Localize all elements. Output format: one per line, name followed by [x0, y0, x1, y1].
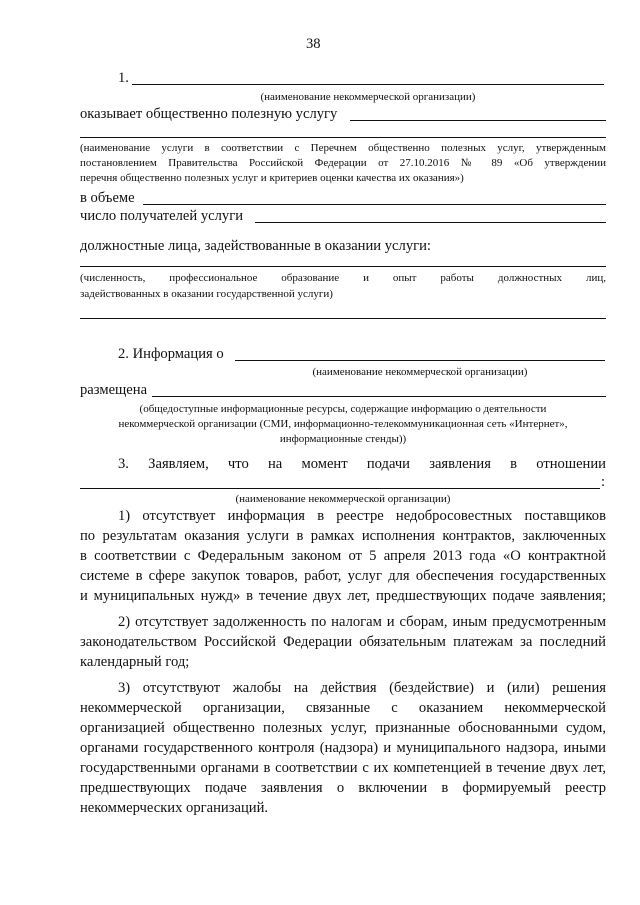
officials-field-cont[interactable] [80, 318, 606, 319]
section1-number: 1. [118, 70, 129, 86]
service-name-field-cont[interactable] [80, 137, 606, 138]
item3-line-5: государственными органами в соответствии с их компетенцией в течение двух лет, [80, 760, 606, 776]
volume-label: в объеме [80, 190, 135, 206]
org-name-caption-1: (наименование некоммерческой организации) [260, 91, 476, 103]
item2-line-1: 2) отсутствует задолженность по налогам и сборам, иным предусмотренным [118, 614, 606, 630]
service-caption-line-3: перечня общественно полезных услуг и критериев оценки качества их оказания») [80, 172, 464, 184]
provides-service-label: оказывает общественно полезную услугу [80, 106, 338, 122]
service-caption-line-1: (наименование услуги в соответствии с Перечнем общественно полезных услуг, утвержденным [80, 142, 606, 154]
page-number: 38 [306, 36, 321, 52]
item3-line-2: некоммерческой организации, связанные с оказанием некоммерческой [80, 700, 606, 716]
item2-line-2: законодательством Российской Федерации обязательным платежам за последний [80, 634, 606, 650]
item1-line-4: системе в сфере закупок товаров, работ, услуг для обеспечения государственных [80, 568, 606, 584]
resources-caption-line-1: (общедоступные информационные ресурсы, содержащие информацию о деятельности [139, 403, 547, 415]
item3-line-3: организацией общественно полезных услуг, признанные обоснованными судом, [80, 720, 606, 736]
officials-field[interactable] [80, 266, 606, 267]
officials-caption-line-1: (численность, профессиональное образование и опыт работы должностных лиц, [80, 272, 606, 284]
org-name-caption-2: (наименование некоммерческой организации) [312, 366, 528, 378]
resources-caption-line-3: информационные стенды)) [279, 433, 407, 445]
service-caption-line-2: постановлением Правительства Российской Федерации от 27.10.2016 № 89 «Об утверждении [80, 157, 606, 169]
volume-field[interactable] [143, 204, 606, 205]
org-name-caption-3: (наименование некоммерческой организации) [235, 493, 451, 505]
officials-label: должностные лица, задействованные в оказании услуги: [80, 238, 431, 254]
org-name-field-3[interactable] [80, 488, 600, 489]
resources-field[interactable] [152, 396, 606, 397]
placed-label: размещена [80, 382, 148, 398]
item1-line-5: и муниципальных нужд» в течение двух лет, предшествующих подаче заявления; [80, 588, 606, 604]
service-name-field[interactable] [350, 120, 606, 121]
officials-caption-line-2: задействованных в оказании государственной услуги) [80, 288, 333, 300]
recipients-field[interactable] [255, 222, 606, 223]
item3-line-7: некоммерческих организаций. [80, 800, 269, 816]
item3-line-4: органами государственного контроля (надзора) и муниципального надзора, иными [80, 740, 606, 756]
org-name-field-2[interactable] [235, 360, 605, 361]
item3-line-1: 3) отсутствуют жалобы на действия (бездействие) и (или) решения [118, 680, 606, 696]
item1-line-2: по результатам оказания услуги в рамках исполнения контрактов, заключенных [80, 528, 606, 544]
section2-label: 2. Информация о [118, 346, 224, 362]
item1-line-3: в соответствии с Федеральным законом от 5 апреля 2013 года «О контрактной [80, 548, 606, 564]
section3-colon: : [601, 474, 606, 490]
section3-intro: 3. Заявляем, что на момент подачи заявления в отношении [118, 456, 606, 472]
resources-caption-line-2: некоммерческой организации (СМИ, информационно-телекоммуникационная сеть «Интернет», [118, 418, 568, 430]
recipients-label: число получателей услуги [80, 208, 244, 224]
item3-line-6: предшествующих подаче заявления о включении в формируемый реестр [80, 780, 606, 796]
org-name-field-1[interactable] [132, 84, 604, 85]
item1-line-1: 1) отсутствует информация в реестре недобросовестных поставщиков [118, 508, 606, 524]
item2-line-3: календарный год; [80, 654, 190, 670]
